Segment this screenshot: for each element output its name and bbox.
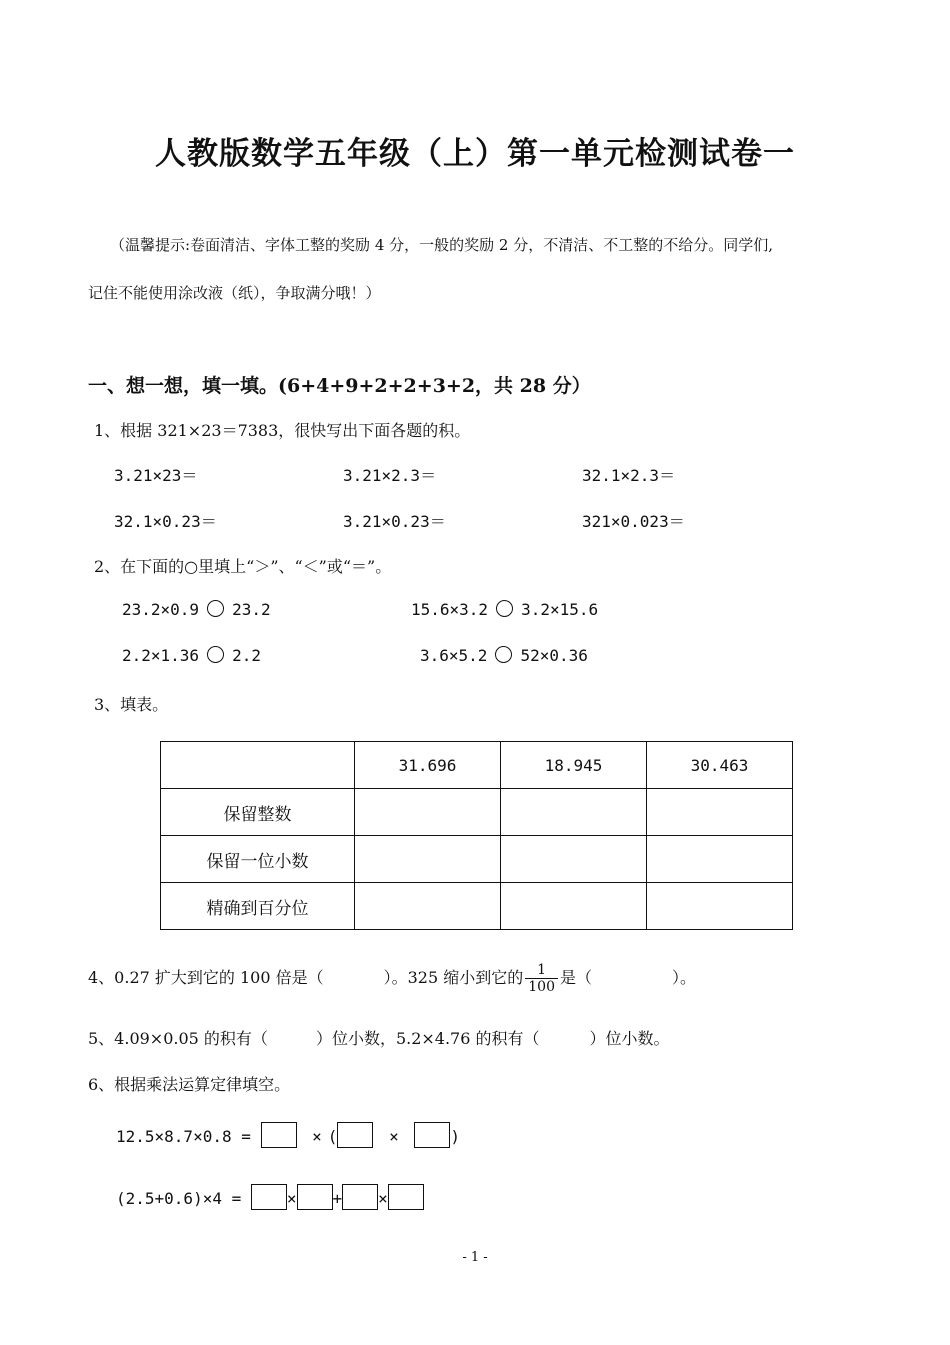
answer-cell[interactable] — [501, 789, 647, 836]
q6-equation-2 — [116, 1184, 424, 1210]
answer-cell[interactable] — [647, 789, 793, 836]
fraction-numerator: 1 — [525, 962, 558, 979]
answer-box[interactable] — [261, 1122, 297, 1148]
answer-cell[interactable] — [501, 836, 647, 883]
q4-part1: 4、0.27 扩大到它的 100 倍是（ — [88, 968, 324, 987]
q4-part2: ）。325 缩小到它的 — [383, 968, 524, 987]
eq2-op: × — [286, 1189, 297, 1208]
table-header-cell — [161, 742, 355, 789]
fraction — [525, 962, 558, 995]
q1-item: 321×0.023＝ — [582, 512, 685, 531]
q4 — [88, 962, 696, 995]
q2-text: 2、在下面的○里填上“＞”、“＜”或“＝”。 — [94, 557, 392, 576]
q6-text: 6、根据乘法运算定律填空。 — [88, 1075, 291, 1094]
answer-cell[interactable] — [355, 789, 501, 836]
q5-part2: ）位小数，5.2×4.76 的积有（ — [315, 1029, 540, 1048]
answer-box[interactable] — [337, 1122, 373, 1148]
table-row — [161, 789, 793, 836]
fraction-denominator: 100 — [528, 979, 555, 995]
q3-text: 3、填表。 — [94, 695, 169, 714]
answer-cell[interactable] — [355, 883, 501, 930]
eq1-close-paren: ) — [450, 1127, 460, 1146]
q2-left: 15.6×3.2 — [411, 600, 489, 619]
answer-box[interactable] — [414, 1122, 450, 1148]
q5-part3: ）位小数。 — [589, 1029, 670, 1048]
eq1-open-paren: ( — [327, 1127, 338, 1146]
eq1-left: 12.5×8.7×0.8 = — [116, 1127, 251, 1146]
table-header-row — [161, 742, 793, 789]
row-label: 保留一位小数 — [161, 836, 355, 883]
answer-box[interactable] — [297, 1184, 333, 1210]
q2-right: 52×0.36 — [520, 646, 588, 665]
answer-cell[interactable] — [355, 836, 501, 883]
eq2-op: + — [332, 1189, 343, 1208]
eq1-times: × — [312, 1127, 322, 1146]
answer-cell[interactable] — [501, 883, 647, 930]
rounding-table — [160, 741, 793, 930]
answer-cell[interactable] — [647, 883, 793, 930]
q2-pair — [411, 600, 598, 619]
eq1-times-2: × — [389, 1127, 399, 1146]
q1-item: 32.1×2.3＝ — [582, 466, 676, 485]
q1-item: 3.21×23＝ — [114, 466, 198, 485]
eq2-left: (2.5+0.6)×4 = — [116, 1189, 242, 1208]
q2-right: 23.2 — [232, 600, 271, 619]
q2-left: 2.2×1.36 — [122, 646, 200, 665]
q2-pair — [122, 646, 261, 665]
eq2-op: × — [378, 1189, 388, 1208]
page-title: 人教版数学五年级（上）第一单元检测试卷一 — [155, 136, 795, 172]
q2-left: 23.2×0.9 — [122, 600, 200, 619]
table-header-cell: 30.463 — [647, 742, 793, 789]
table-header-cell: 31.696 — [355, 742, 501, 789]
table-row — [161, 836, 793, 883]
section-1-heading: 一、想一想，填一填。(6+4+9+2+2+3+2，共 28 分） — [88, 375, 591, 397]
q2-left: 3.6×5.2 — [420, 646, 488, 665]
row-label: 保留整数 — [161, 789, 355, 836]
q4-part3: 是（ — [559, 968, 592, 987]
q6-equation-1 — [116, 1122, 460, 1148]
tip-line-2: 记住不能使用涂改液（纸），争取满分哦！） — [88, 284, 381, 302]
q1-text: 1、根据 321×23＝7383，很快写出下面各题的积。 — [94, 421, 471, 440]
q2-pair — [420, 646, 588, 665]
q2-right: 2.2 — [232, 646, 261, 665]
answer-box[interactable] — [251, 1184, 287, 1210]
answer-box[interactable] — [388, 1184, 424, 1210]
q5 — [88, 1026, 670, 1049]
table-header-cell: 18.945 — [501, 742, 647, 789]
table-row — [161, 883, 793, 930]
answer-circle[interactable] — [207, 600, 224, 617]
tip-line-1: （温馨提示:卷面清洁、字体工整的奖励 4 分，一般的奖励 2 分，不清洁、不工整的不给分。同学们, — [110, 236, 773, 254]
q1-item: 32.1×0.23＝ — [114, 512, 217, 531]
q2-right: 3.2×15.6 — [521, 600, 599, 619]
q5-part1: 5、4.09×0.05 的积有（ — [88, 1029, 268, 1048]
q1-item: 3.21×2.3＝ — [343, 466, 437, 485]
q4-part4: ）。 — [672, 968, 697, 987]
row-label: 精确到百分位 — [161, 883, 355, 930]
answer-circle[interactable] — [207, 646, 224, 663]
answer-circle[interactable] — [495, 646, 512, 663]
answer-cell[interactable] — [647, 836, 793, 883]
answer-box[interactable] — [342, 1184, 378, 1210]
q2-pair — [122, 600, 271, 619]
page-number: - 1 - — [462, 1250, 488, 1265]
q1-item: 3.21×0.23＝ — [343, 512, 446, 531]
answer-circle[interactable] — [496, 600, 513, 617]
